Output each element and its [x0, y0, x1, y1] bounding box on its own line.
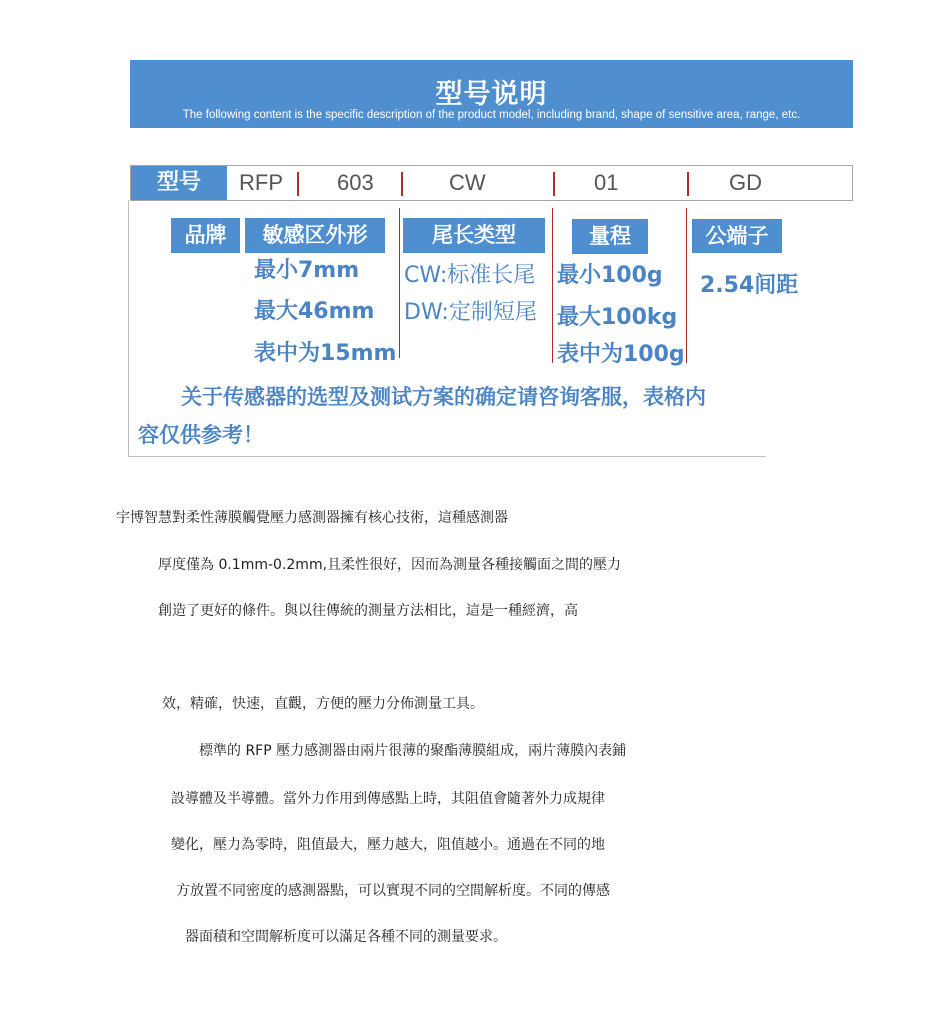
body-line: 器面積和空間解析度可以滿足各種不同的測量要求。 [185, 929, 507, 945]
body-line: 創造了更好的條件。與以往傳統的測量方法相比，這是一種經濟，高 [158, 603, 578, 619]
body-line: 效，精確，快速，直觀，方便的壓力分佈測量工具。 [162, 696, 484, 712]
tail-dw: DW:定制短尾 [404, 300, 537, 325]
tag-tail-type: 尾长类型 [403, 218, 545, 253]
tag-range: 量程 [572, 219, 648, 254]
model-code-terminal: GD [729, 170, 762, 195]
model-code-row [130, 165, 853, 201]
range-table: 表中为100g [557, 342, 685, 367]
shape-table: 表中为15mm [254, 341, 397, 366]
model-separator [401, 172, 403, 196]
banner-title: 型号说明 [435, 79, 548, 110]
tag-terminal: 公端子 [692, 219, 782, 253]
model-separator [297, 172, 299, 196]
body-line: 設導體及半導體。當外力作用到傳感點上時，其阻值會隨著外力成規律 [171, 791, 605, 807]
shape-max: 最大46mm [254, 299, 375, 324]
tag-brand: 品牌 [171, 218, 240, 253]
shape-min: 最小7mm [254, 258, 360, 283]
range-max: 最大100kg [557, 305, 678, 330]
spec-separator [399, 208, 400, 358]
body-line: 標準的 RFP 壓力感測器由兩片很薄的聚酯薄膜組成，兩片薄膜內表鋪 [199, 743, 627, 759]
model-code-tail: CW [449, 170, 486, 195]
body-line: 厚度僅為 0.1mm-0.2mm,且柔性很好，因而為測量各種接觸面之間的壓力 [158, 557, 622, 573]
terminal-pitch: 2.54间距 [700, 273, 799, 298]
body-line: 方放置不同密度的感測器點，可以實現不同的空間解析度。不同的傳感 [176, 883, 610, 899]
model-separator [687, 172, 689, 196]
header-banner [130, 60, 853, 128]
model-code-shape: 603 [337, 170, 374, 195]
model-code-range: 01 [594, 170, 619, 195]
tail-cw: CW:标准长尾 [404, 263, 536, 288]
note-line-2: 容仅供参考！ [138, 423, 264, 447]
note-line-1: 关于传感器的选型及测试方案的确定请咨询客服，表格内 [181, 385, 706, 409]
model-label: 型号 [131, 166, 227, 200]
range-min: 最小100g [557, 263, 663, 288]
body-line: 宇博智慧對柔性薄膜觸覺壓力感測器擁有核心技術，這種感測器 [116, 510, 508, 526]
body-line: 變化，壓力為零時，阻值最大，壓力越大，阻值越小。通過在不同的地 [171, 837, 605, 853]
spec-separator [686, 208, 687, 363]
tag-shape: 敏感区外形 [245, 218, 385, 253]
spec-separator [552, 208, 553, 363]
model-code-brand: RFP [239, 170, 283, 195]
banner-subtitle: The following content is the specific description of the product model, including brand, shape of sensitive area, range, etc. [182, 109, 801, 121]
model-separator [553, 172, 555, 196]
